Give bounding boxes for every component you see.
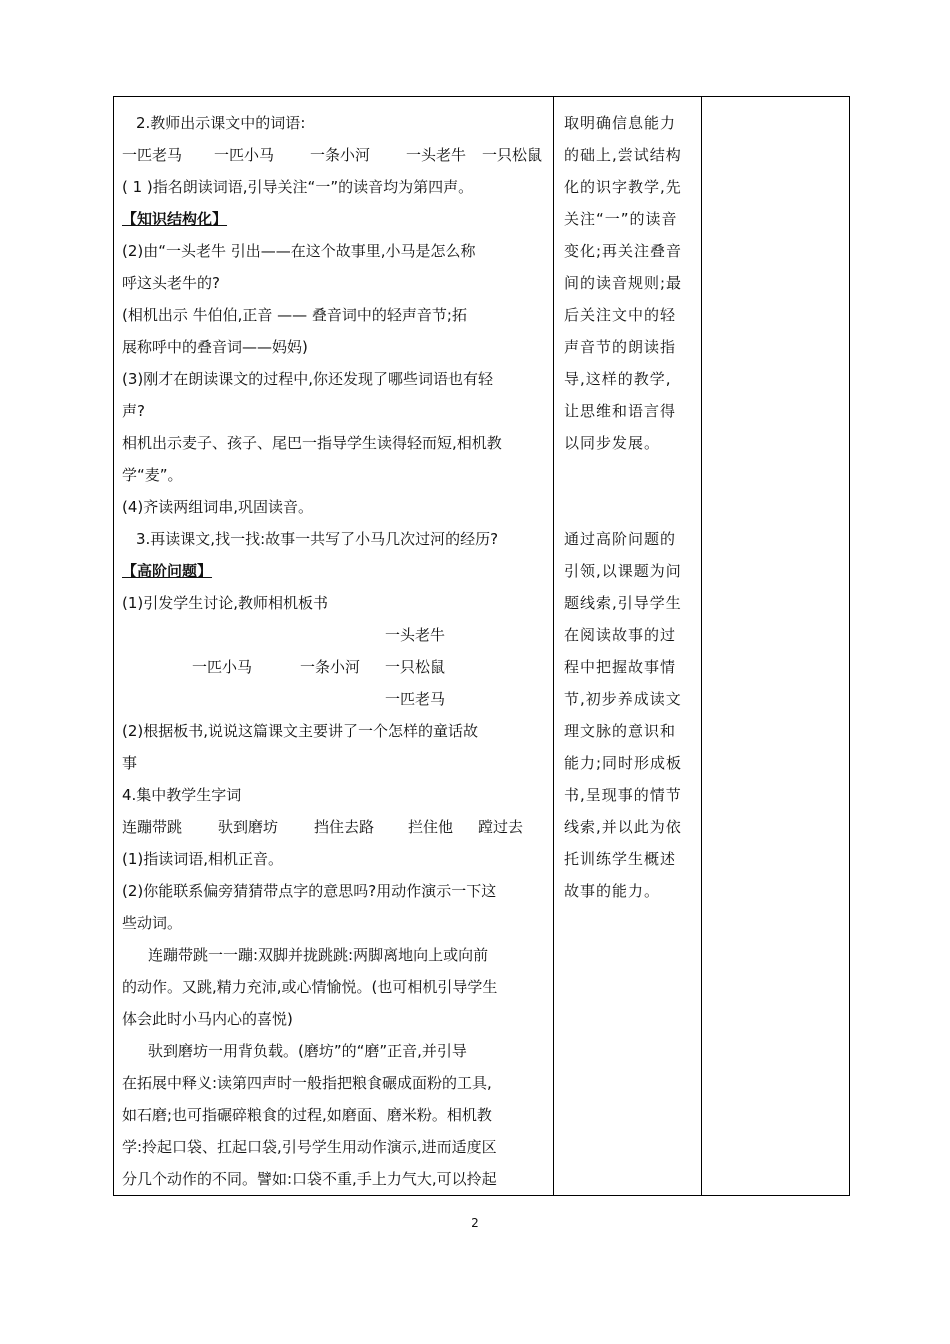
text-line: (4)齐读两组词串,巩固读音。 [122,498,314,516]
text-line: (2)根据板书,说说这篇课文主要讲了一个怎样的童话故 [122,722,479,740]
board-word-middle: 一条小河 [300,658,361,676]
note-line: 关注“一”的读音 [564,210,678,228]
text-line: 3.再读课文,找一找:故事一共写了小马几次过河的经历? [136,530,499,548]
note-line: 声音节的朗读指 [564,338,677,356]
word: 拦住他 [408,818,454,836]
note-line: 间的读音规则;最 [564,274,683,292]
note-line: 在阅读故事的过 [564,626,677,644]
word: 蹚过去 [478,818,524,836]
text-line: 学:拎起口袋、扛起口袋,引号学生用动作演示,进而适度区 [122,1138,497,1156]
text-line: 体会此时小马内心的喜悦) [122,1010,293,1028]
note-line: 程中把握故事情 [564,658,677,676]
text-line: 展称呼中的叠音词——妈妈) [122,338,308,356]
text-line: (2)由“一头老牛 引出——在这个故事里,小马是怎么称 [122,242,476,260]
text-line: (相机出示 牛伯伯,正音 —— 叠音词中的轻声音节;拓 [122,306,467,324]
note-line: 故事的能力。 [564,882,661,900]
word: 一条小河 [310,146,371,164]
text-line: 4.集中教学生字词 [122,786,242,804]
note-line: 导,这样的教学, [564,370,672,388]
note-line: 题线索,引导学生 [564,594,682,612]
board-word-left: 一匹小马 [192,658,253,676]
note-line: 节,初步养成读文 [564,690,682,708]
text-line: 在拓展中释义:读第四声时一般指把粮食碾成面粉的工具, [122,1074,492,1092]
design-notes-cell [554,97,702,1196]
text-line: 相机出示麦子、孩子、尾巴一指导学生读得轻而短,相机教 [122,434,502,452]
text-line: 学“麦”。 [122,466,183,484]
word-row [122,139,549,171]
text-line: (1)引发学生讨论,教师相机板书 [122,594,329,612]
note-line: 引领,以课题为问 [564,562,682,580]
note-line: 通过高阶问题的 [564,530,677,548]
text-line: (3)刚才在朗读课文的过程中,你还发现了哪些词语也有轻 [122,370,494,388]
text-line: 事 [122,754,138,772]
note-line: 取明确信息能力 [564,114,677,132]
note-line: 变化;再关注叠音 [564,242,683,260]
text-line: 驮到磨坊一用背负载。(磨坊”的“磨”正音,并引导 [148,1042,467,1060]
text-line: 2.教师出示课文中的词语: [136,114,306,132]
note-line: 让思维和语言得 [564,402,677,420]
text-line: ( 1 )指名朗读词语,引导关注“一”的读音均为第四声。 [122,178,474,196]
empty-column-cell [702,97,850,1196]
word: 一匹小马 [214,146,275,164]
note-line: 以同步发展。 [564,434,661,452]
text-line: 的动作。又跳,精力充沛,或心情愉悦。(也可相机引导学生 [122,978,498,996]
blackboard-layout [122,619,549,747]
text-line: 些动词。 [122,914,183,932]
note-line: 的础上,尝试结构 [564,146,682,164]
text-line: 连蹦带跳一一蹦:双脚并拢跳跳:两脚离地向上或向前 [148,946,489,964]
section-tag: 【高阶问题】 [122,562,213,580]
text-line: 分几个动作的不同。譬如:口袋不重,手上力气大,可以拎起 [122,1170,497,1188]
note-line: 托训练学生概述 [564,850,677,868]
note-line: 化的识字教学,先 [564,178,682,196]
note-line: 理文脉的意识和 [564,722,677,740]
note-line: 书,呈现事的情节 [564,786,682,804]
word: 驮到磨坊 [218,818,279,836]
text-line: (2)你能联系偏旁猜猜带点字的意思吗?用动作演示一下这 [122,882,497,900]
text-line: 如石磨;也可指碾碎粮食的过程,如磨面、磨米粉。相机教 [122,1106,492,1124]
lesson-table [113,96,850,1196]
board-word-top: 一头老牛 [385,626,446,644]
word: 一只松鼠 [482,146,543,164]
note-line: 后关注文中的轻 [564,306,677,324]
note-line: 能力;同时形成板 [564,754,683,772]
teaching-process-cell [114,97,554,1196]
text-line: 呼这头老牛的? [122,274,220,292]
word: 挡住去路 [314,818,375,836]
text-line: (1)指读词语,相机正音。 [122,850,284,868]
text-line: 声? [122,402,145,420]
page-number: 2 [471,1216,479,1230]
board-word-right: 一只松鼠 [385,658,446,676]
word-row [122,811,549,843]
word: 一头老牛 [406,146,467,164]
table-row [114,97,850,1196]
word: 连蹦带跳 [122,818,183,836]
word: 一匹老马 [122,146,183,164]
note-line: 线索,并以此为依 [564,818,682,836]
section-tag: 【知识结构化】 [122,210,228,228]
board-word-bottom: 一匹老马 [385,690,446,708]
